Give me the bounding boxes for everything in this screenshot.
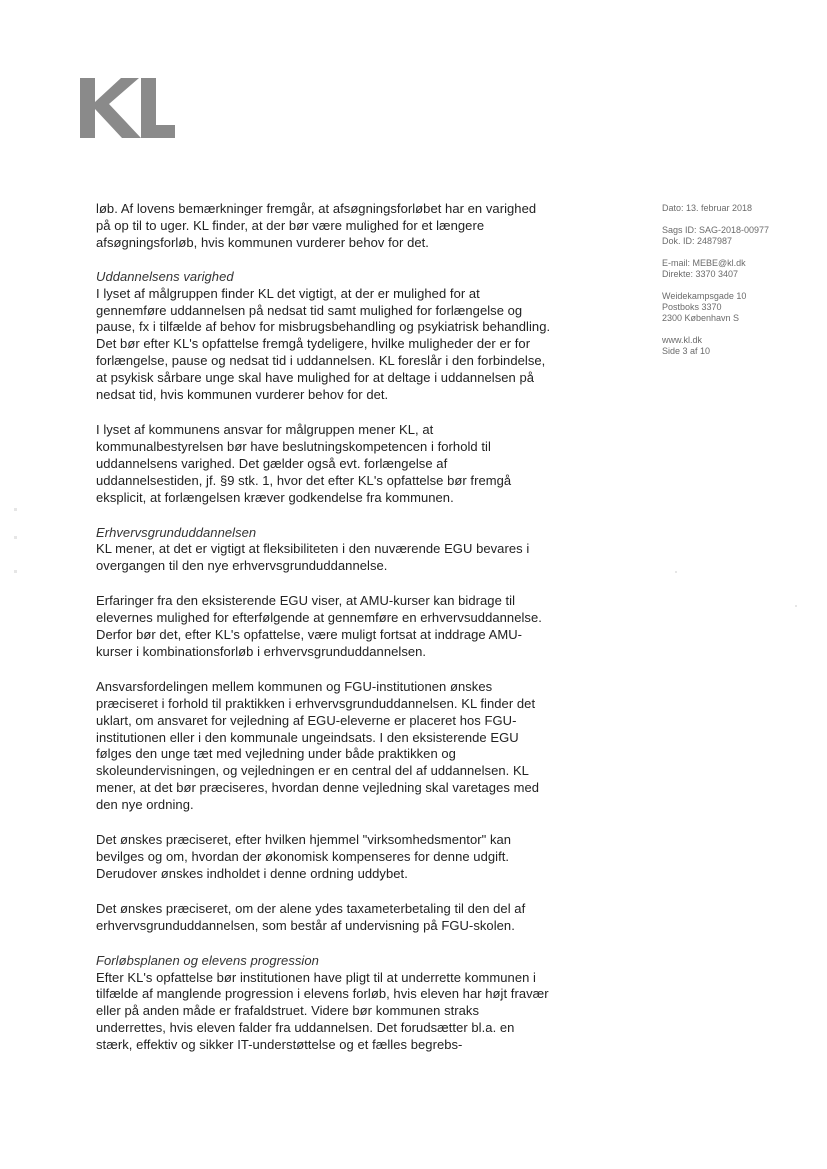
scan-speck xyxy=(14,570,17,573)
scan-speck xyxy=(795,605,797,607)
body-paragraph: Efter KL's opfattelse bør institutionen have pligt til at underrette kommunen i tilfælde af manglende progression i elevens forløb, hvis eleven har højt fravær eller på anden måde er frafaldstruet. Videre bør kommunen straks underrettes, hvis eleven falder fra uddannelsen. Det forudsætter bl.a. en stærk, effektiv og sikker IT-understøttelse og et fælles begrebs- xyxy=(96,969,549,1053)
email-text: E-mail: MEBE@kl.dk xyxy=(662,258,746,268)
address-line-1: Weidekampsgade 10 xyxy=(662,291,747,301)
body-paragraph: Det ønskes præciseret, om der alene ydes taxameterbetaling til den del af erhvervsgrunduddannelsen, som består af undervisning på FGU-skolen. xyxy=(96,900,526,933)
date-text: Dato: 13. februar 2018 xyxy=(662,203,753,213)
scan-speck xyxy=(14,508,17,511)
contact-block xyxy=(662,258,812,280)
body-paragraph: Erfaringer fra den eksisterende EGU viser, at AMU-kurser kan bidrage til elevernes mulighed for efterfølgende at gennemføre en erhvervsuddannelse. Derfor bør det, efter KL's opfattelse, være muligt fortsat at inddrage AMU-kurser i kombinationsforløb i erhvervsgrunduddannelsen. xyxy=(96,593,542,659)
case-id-text: Sags ID: SAG-2018-00977 xyxy=(662,225,770,235)
scan-speck xyxy=(14,536,17,539)
body-paragraph: løb. Af lovens bemærkninger fremgår, at afsøgningsforløbet har en varighed på op til to uger. KL finder, at der bør være mulighed for et længere afsøgningsforløb, hvis kommunen vurderer behov for det. xyxy=(96,201,537,250)
body-paragraph: I lyset af målgruppen finder KL det vigtigt, at der er mulighed for at gennemføre uddannelsen på nedsat tid samt mulighed for forlængelse og pause, fx i tilfælde af behov for misbrugsbehandling og psykiatrisk behandling. Det bør efter KL's opfattelse fremgå tydeligere, hvilke muligheder der er for forlængelse, pause og nedsat tid i uddannelsen. KL foreslår i den forbindelse, at psykisk sårbare unge skal have mulighed for at deltage i uddannelsen på nedsat tid, hvis kommunen vurderer behov for det. xyxy=(96,285,551,403)
body-paragraph: I lyset af kommunens ansvar for målgruppen mener KL, at kommunalbestyrelsen bør have beslutningskompetencen i forhold til uddannelsens varighed. Det gælder også evt. forlængelse af uddannelsestiden, jf. §9 stk. 1, hvor det efter KL's opfattelse bør fremgå eksplicit, at forlængelsen kræver godkendelse fra kommunen. xyxy=(96,421,512,505)
date-block xyxy=(662,203,812,214)
body-paragraph: Ansvarsfordelingen mellem kommunen og FGU-institutionen ønskes præciseret i forhold til praktikken i erhvervsgrunduddannelsen. KL finder det uklart, om ansvaret for vejledning af EGU-eleverne er placeret hos FGU-institutionen eller i den kommunale ungeindsats. I den eksisterende EGU følges den unge tæt med vejledning under både praktikken og skoleundervisningen, og vejledningen er en central del af uddannelsen. KL mener, at det bør præciseres, hvordan denne vejledning skal varetages med den nye ordning. xyxy=(96,678,540,813)
letter-body xyxy=(96,201,552,1072)
doc-id-text: Dok. ID: 2487987 xyxy=(662,236,733,246)
section-heading: Uddannelsens varighed xyxy=(96,268,234,284)
body-paragraph: Det ønskes præciseret, efter hvilken hjemmel "virksomhedsmentor" kan bevilges og om, hvordan der økonomisk kompenseres for denne udgift. Derudover ønskes indholdet i denne ordning uddybet. xyxy=(96,832,512,881)
phone-text: Direkte: 3370 3407 xyxy=(662,269,739,279)
website-text: www.kl.dk xyxy=(662,335,703,345)
kl-logo xyxy=(80,78,176,138)
address-line-3: 2300 København S xyxy=(662,313,740,323)
case-id-block xyxy=(662,225,812,247)
web-block xyxy=(662,335,812,357)
address-line-2: Postboks 3370 xyxy=(662,302,722,312)
address-block xyxy=(662,291,812,324)
page-number: Side 3 af 10 xyxy=(662,346,711,356)
body-paragraph: KL mener, at det er vigtigt at fleksibiliteten i den nuværende EGU bevares i overgangen til den nye erhvervsgrunduddannelse. xyxy=(96,541,530,574)
section-heading: Erhvervsgrunduddannelsen xyxy=(96,524,257,540)
section-heading: Forløbsplanen og elevens progression xyxy=(96,952,319,968)
scan-speck xyxy=(675,571,677,573)
document-metadata xyxy=(662,203,812,368)
